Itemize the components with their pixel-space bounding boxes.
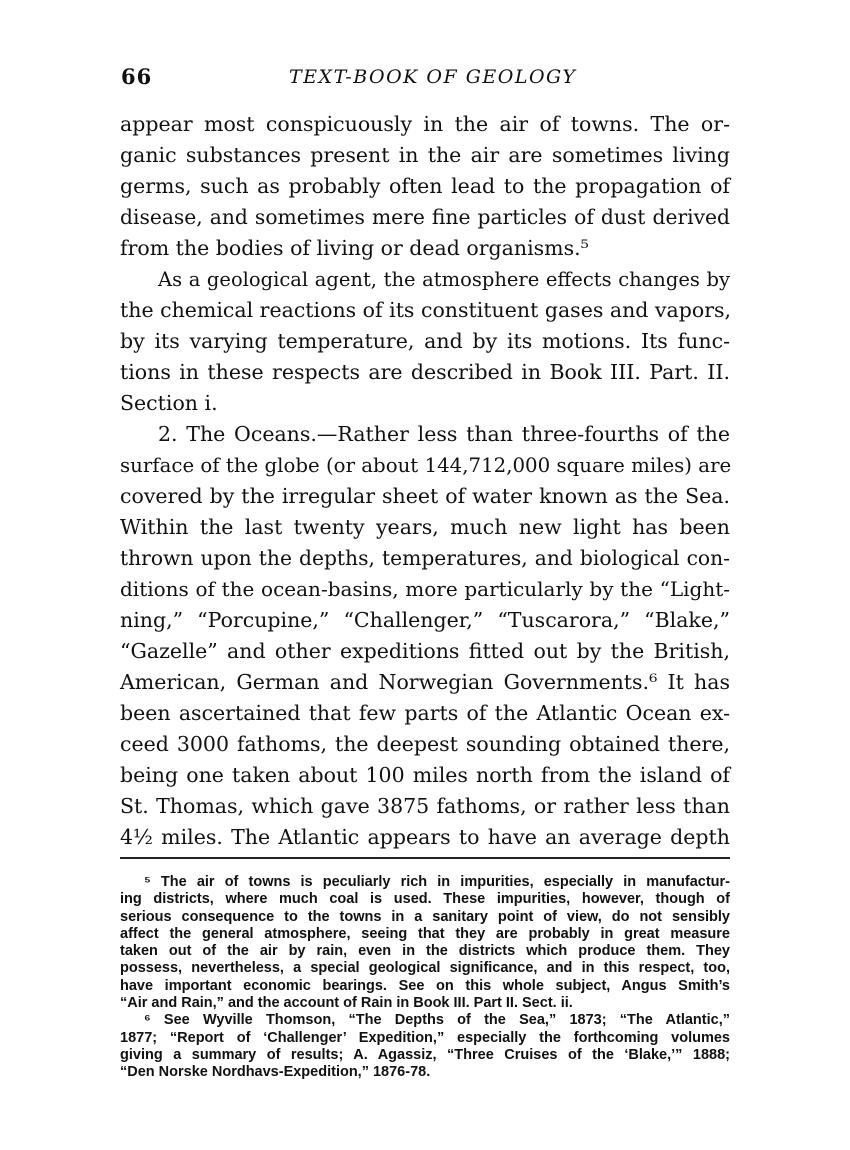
footnote-line: giving a summary of results; A. Agassiz, “Three Cruises of the ‘Blake,’” 1888; (120, 1046, 730, 1063)
page-number: 66 (121, 64, 153, 89)
body-line: from the bodies of living or dead organisms.⁵ (120, 236, 589, 260)
body-line: Section i. (120, 391, 218, 415)
body-line: appear most conspicuously in the air of towns. The or- (120, 112, 730, 136)
body-line: surface of the globe (or about 144,712,000 square miles) are (120, 454, 732, 477)
body-line: covered by the irregular sheet of water known as the Sea. (120, 484, 730, 508)
body-line: Within the last twenty years, much new light has been (120, 515, 730, 539)
footnote-line: “Air and Rain,” and the account of Rain in Book III. Part II. Sect. ii. (120, 995, 573, 1012)
footnote-line: “Den Norske Nordhavs-Expedition,” 1876-78. (120, 1064, 431, 1081)
body-line: disease, and sometimes mere fine particles of dust derived (120, 205, 730, 229)
footnote-line: possess, nevertheless, a special geological significance, and in this respect, too, (120, 960, 730, 977)
body-line: tions in these respects are described in Book III. Part. II. (120, 360, 730, 384)
footnote-line: affect the general atmosphere, seeing that they are probably in great measure (120, 925, 730, 942)
body-line: ning,” “Porcupine,” “Challenger,” “Tuscarora,” “Blake,” (120, 608, 730, 632)
body-line: germs, such as probably often lead to the propagation of (120, 174, 730, 198)
running-head (121, 64, 731, 94)
body-line: ceed 3000 fathoms, the deepest sounding obtained there, (120, 732, 730, 756)
footnote-line: ⁶ See Wyville Thomson, “The Depths of the Sea,” 1873; “The Atlantic,” (144, 1012, 730, 1029)
body-line: by its varying temperature, and by its motions. Its func- (120, 329, 730, 353)
body-line: the chemical reactions of its constituent gases and vapors, (120, 298, 732, 322)
body-line: thrown upon the depths, temperatures, and biological con- (120, 546, 730, 570)
body-text (120, 109, 730, 853)
footnotes (120, 874, 730, 1082)
footnote-line: ⁵ The air of towns is peculiarly rich in impurities, especially in manufactur- (144, 874, 730, 890)
body-line: As a geological agent, the atmosphere effects changes by (158, 268, 730, 291)
running-title: TEXT-BOOK OF GEOLOGY (289, 66, 577, 88)
body-line: been ascertained that few parts of the Atlantic Ocean ex- (120, 701, 730, 725)
body-line: 4½ miles. The Atlantic appears to have an average depth (120, 825, 730, 849)
footnote-line: 1877; “Report of ‘Challenger’ Expedition,” especially the forthcoming volumes (120, 1029, 730, 1046)
body-line: St. Thomas, which gave 3875 fathoms, or rather less than (120, 794, 730, 818)
footnote-line: serious consequence to the towns in a sanitary point of view, do not sensibly (120, 908, 730, 925)
footnote-line: ing districts, where much coal is used. These impurities, however, though of (120, 891, 730, 908)
footnote-line: taken out of the air by rain, even in the districts which produce them. They (120, 943, 730, 960)
body-line: American, German and Norwegian Governments.⁶ It has (120, 670, 730, 694)
body-line: ganic substances present in the air are sometimes living (120, 143, 730, 167)
body-line: being one taken about 100 miles north from the island of (120, 763, 730, 787)
section-heading-line: 2. The Oceans.—Rather less than three-fourths of the (158, 422, 730, 446)
body-line: ditions of the ocean-basins, more particularly by the “Light- (120, 577, 730, 601)
footnote-rule (120, 857, 730, 859)
footnote-line: have important economic bearings. See on this whole subject, Angus Smith’s (120, 977, 730, 994)
body-line: “Gazelle” and other expeditions fitted out by the British, (120, 639, 730, 663)
